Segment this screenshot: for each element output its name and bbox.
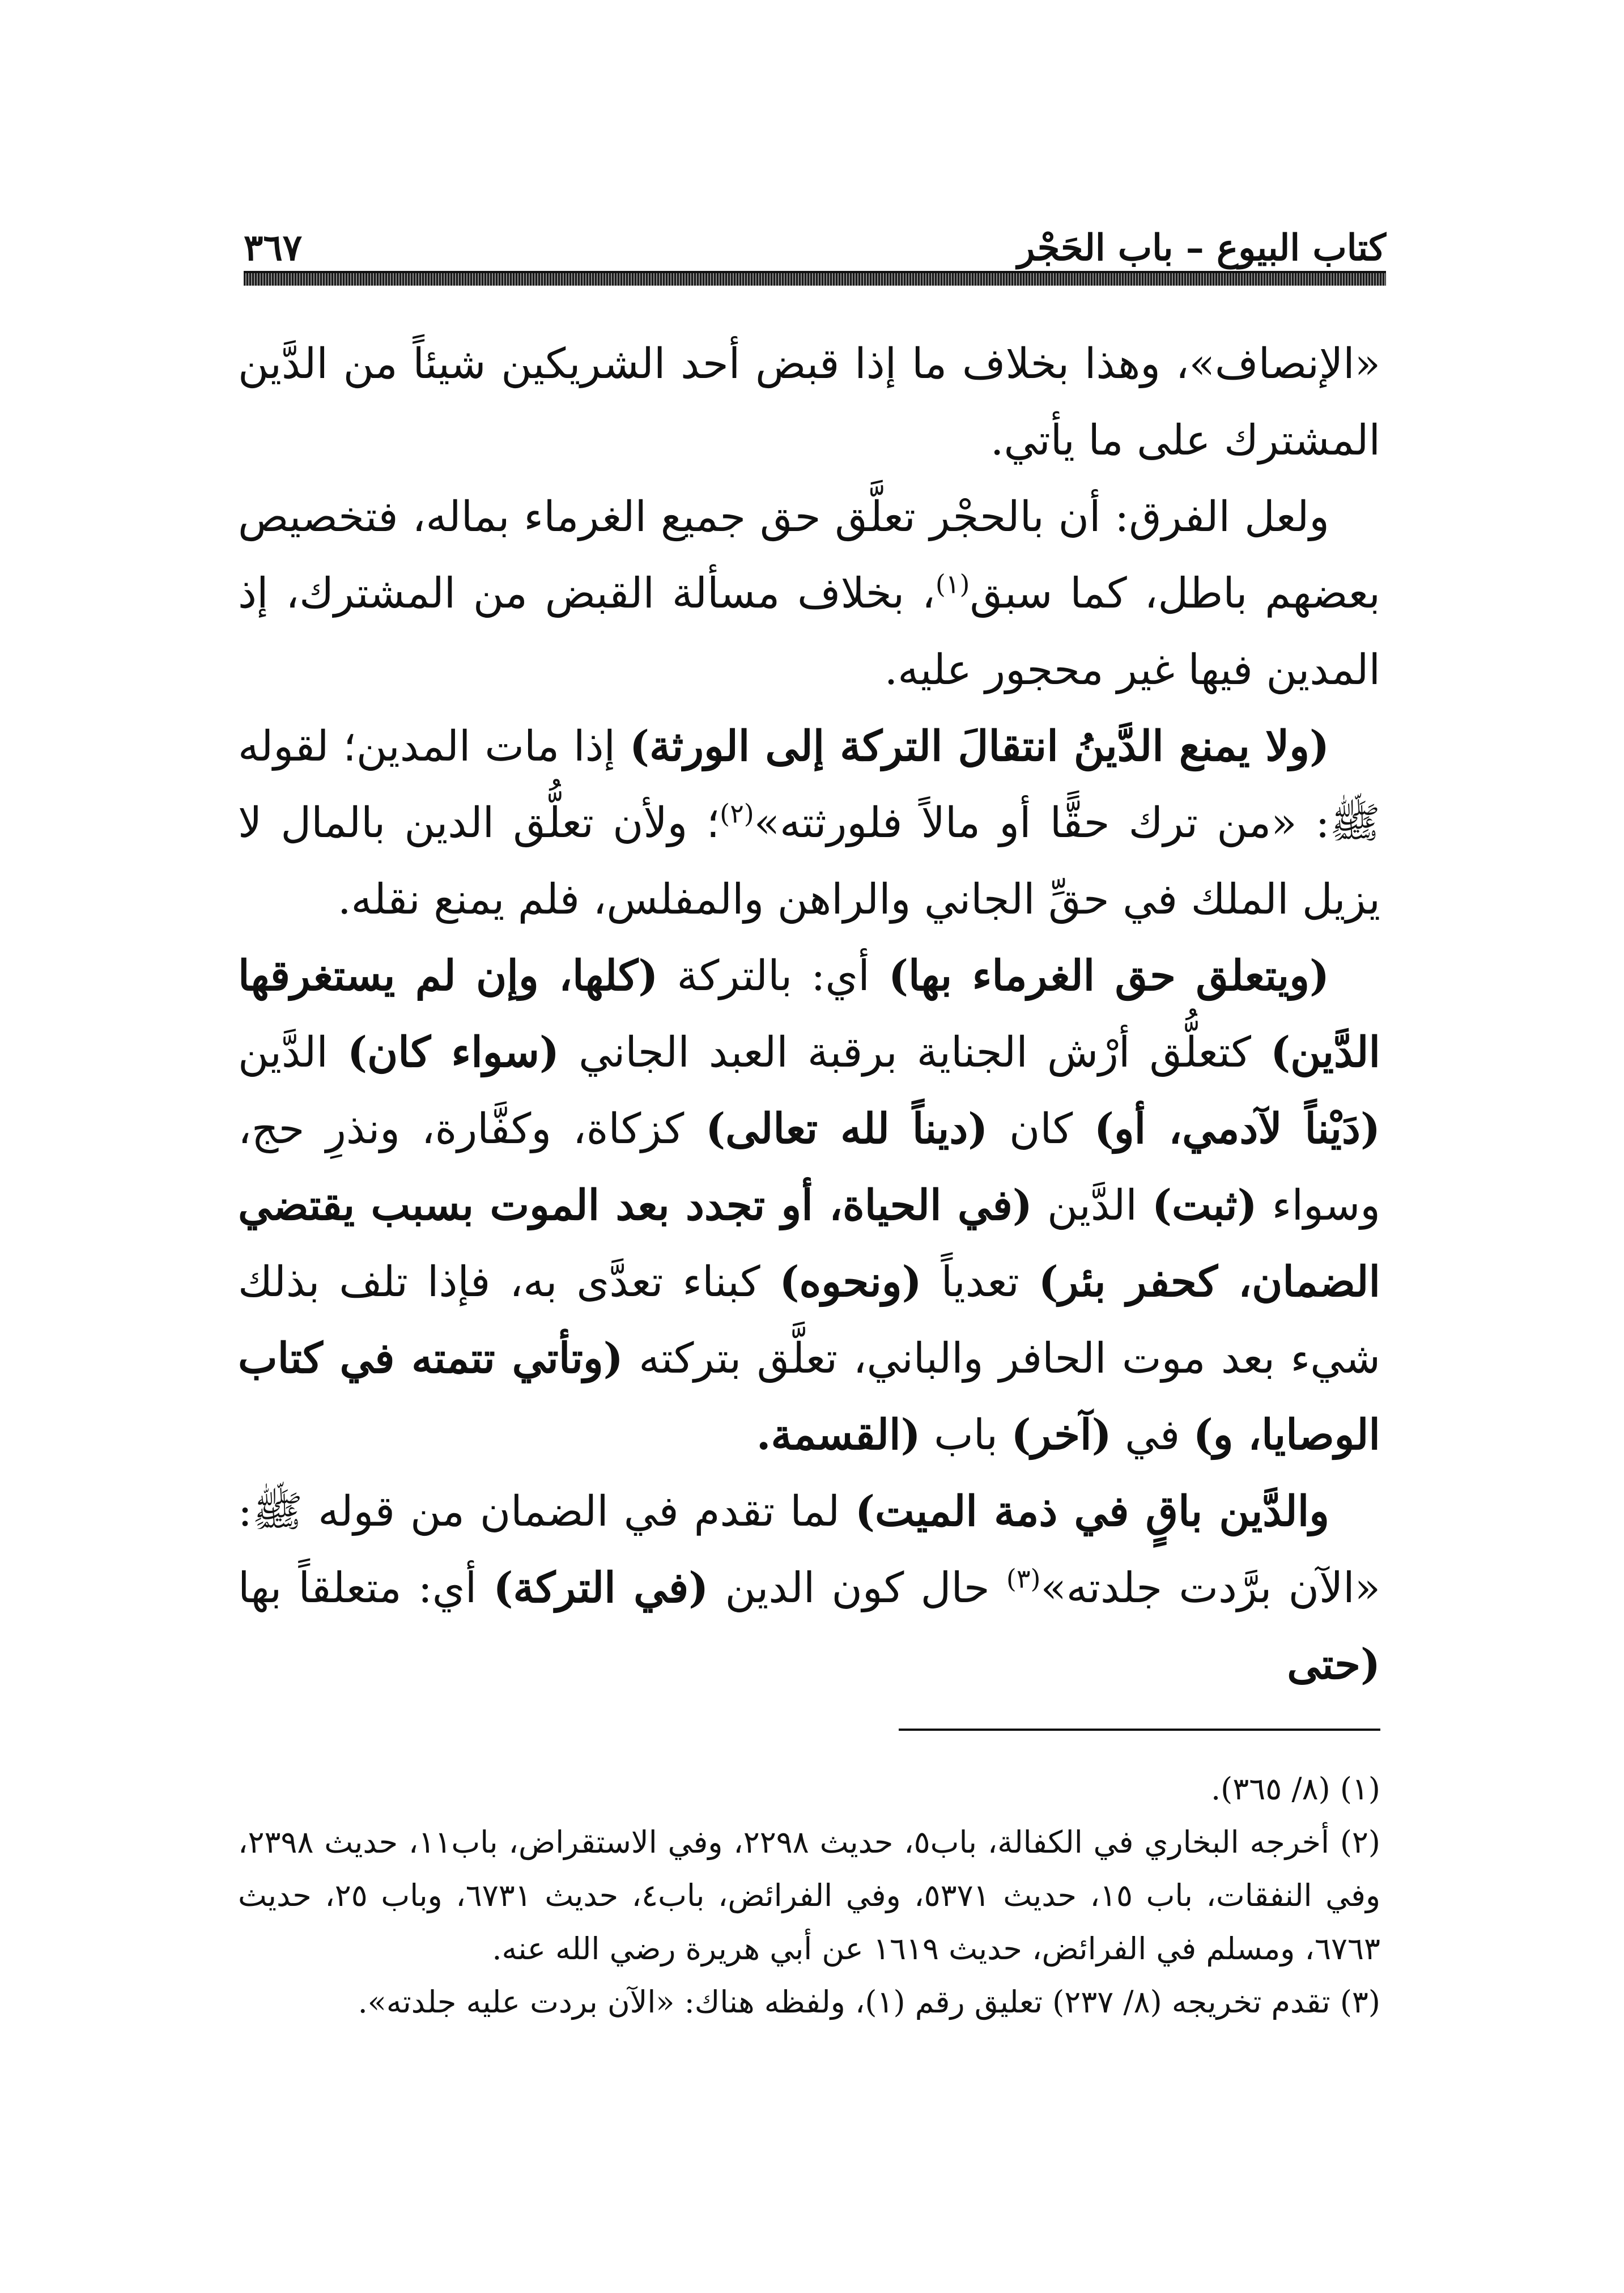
sharh-text: باب xyxy=(920,1411,1011,1459)
paragraph-1 xyxy=(238,326,1380,479)
paragraph-5 xyxy=(238,1474,1380,1703)
sharh-text: كزكاة، وكفَّارة، ونذرِ حج، وسواء xyxy=(238,1105,1380,1230)
matn-text: (في الحياة، أو تجدد بعد الموت بسبب يقتضي الضمان، كحفر بئر) xyxy=(238,1181,1381,1306)
sharh-text: كان xyxy=(988,1105,1094,1153)
footnote-ref-1: (١) xyxy=(935,568,970,600)
matn-text: (دَيْناً لآدمي، أو) xyxy=(1094,1105,1380,1153)
matn-text: (ثبت) xyxy=(1151,1181,1257,1230)
main-text xyxy=(238,326,1380,1703)
chapter-title: كتاب البيوع – باب الحَجْر xyxy=(1017,227,1386,269)
footnotes xyxy=(238,1763,1380,2029)
matn-text: (ديناً لله تعالى) xyxy=(705,1105,988,1153)
footnote-1: (١) (٨/ ٣٦٥). xyxy=(1210,1771,1380,1807)
matn-text: (حتى xyxy=(1287,1640,1380,1689)
matn-text: (سواء كان) xyxy=(347,1028,559,1077)
paragraph-2 xyxy=(238,479,1380,708)
footnote-3: (٣) تقدم تخريجه (٨/ ٢٣٧) تعليق رقم (١)، ولفظه هناك: «الآن بردت عليه جلدته». xyxy=(358,1984,1380,2020)
matn-text: (كلها، وإن لم يستغرقها الدَّين) xyxy=(238,952,1380,1077)
matn-text: (ويتعلق حق الغرماء بها) xyxy=(888,952,1329,1000)
paragraph-2-text-a: ولعل الفرق: أن بالحجْر تعلَّق حق جميع الغرماء بماله، فتخصيص بعضهم باطل، كما سبق xyxy=(238,492,1380,618)
matn-text: والدَّين باقٍ في ذمة الميت) xyxy=(855,1487,1329,1536)
sharh-text: حال كون الدين xyxy=(708,1564,1006,1612)
matn-text: (ونحوه) xyxy=(779,1258,922,1306)
footnote-separator xyxy=(899,1729,1380,1731)
matn-text: (في التركة) xyxy=(493,1564,709,1612)
sharh-text: في xyxy=(1111,1411,1193,1459)
sharh-text: تعدياً xyxy=(921,1258,1039,1306)
matn-text: (القسمة. xyxy=(756,1411,921,1459)
paragraph-3-text-b: ؛ ولأن تعلُّق الدين بالمال لا يزيل الملك في حقِّ الجاني والراهن والمفلس، فلم يمنع نقله. xyxy=(238,799,1380,924)
footnote-2: (٢) أخرجه البخاري في الكفالة، باب٥، حديث ٢٢٩٨، وفي الاستقراض، باب١١، حديث ٢٣٩٨، وفي النفقات، باب ١٥، حديث ٥٣٧١، وفي الفرائض، باب٤، حديث ٦٧٣١، وباب ٢٥، حديث ٦٧٦٣، ومسلم في الفرائض، حديث ١٦١٩ عن أبي هريرة رضي الله عنه. xyxy=(238,1824,1381,1967)
paragraph-3 xyxy=(238,708,1380,938)
matn-text: (ولا يمنع الدَّينُ انتقالَ التركة إلى الورثة) xyxy=(629,722,1329,771)
sharh-text: أي: متعلقاً بها xyxy=(238,1564,494,1612)
sharh-text: لما تقدم في الضمان من قوله ﷺ: «الآن برَّدت جلدته» xyxy=(238,1487,1380,1612)
sharh-text: أي: بالتركة xyxy=(658,952,888,1000)
matn-text: (آخر) xyxy=(1011,1411,1112,1459)
paragraph-1-text: «الإنصاف»، وهذا بخلاف ما إذا قبض أحد الشريكين شيئاً من الدَّين المشترك على ما يأتي. xyxy=(238,339,1380,465)
sharh-text: الدَّين xyxy=(1032,1181,1152,1230)
matn-text: (وتأتي تتمته في كتاب الوصايا، و) xyxy=(238,1334,1380,1459)
header-rule-band xyxy=(244,273,1386,286)
sharh-text: كبناء تعدَّى به، فإذا تلف بذلك شيء بعد موت الحافر والباني، تعلَّق بتركته xyxy=(238,1258,1380,1383)
paragraph-3-text-a: إذا مات المدين؛ لقوله ﷺ: «من ترك حقًّا أو مالاً فلورثته» xyxy=(238,722,1380,847)
footnote-ref-2: (٢) xyxy=(720,798,754,829)
paragraph-4 xyxy=(238,938,1380,1474)
footnote-ref-3: (٣) xyxy=(1006,1563,1041,1594)
sharh-text: كتعلُّق أرْش الجناية برقبة العبد الجاني xyxy=(559,1028,1271,1077)
sharh-text: الدَّين xyxy=(238,1028,347,1077)
running-header xyxy=(244,224,1386,269)
paragraph-2-text-b: ، بخلاف مسألة القبض من المشترك، إذ المدين فيها غير محجور عليه. xyxy=(238,569,1380,694)
page-number: ٣٦٧ xyxy=(244,227,303,269)
